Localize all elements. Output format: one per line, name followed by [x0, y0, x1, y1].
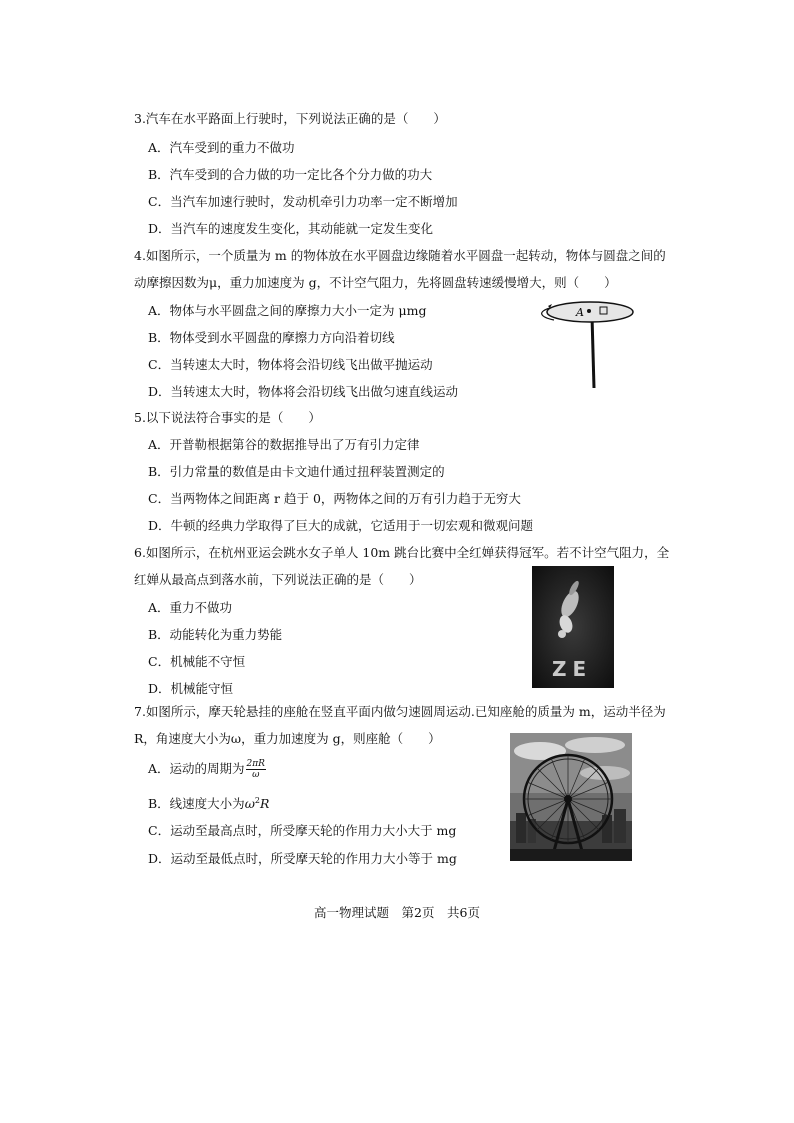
- q7-option-c: C．运动至最高点时，所受摩天轮的作用力大小大于 mg: [148, 823, 457, 838]
- q4-option-c: C．当转速太大时，物体将会沿切线飞出做平抛运动: [148, 357, 433, 372]
- rotating-disc-figure: [540, 296, 640, 392]
- disc-object-label: A: [576, 306, 584, 319]
- fraction-numerator: 2πR: [246, 759, 265, 769]
- omega-symbol: ω: [244, 796, 255, 812]
- q7-option-b-text: B．线速度大小为: [148, 796, 245, 812]
- q6-option-b: B．动能转化为重力势能: [148, 627, 283, 642]
- period-fraction: [246, 759, 266, 780]
- q3-stem: 3.汽车在水平路面上行驶时，下列说法正确的是（ ）: [134, 111, 446, 126]
- q3-option-b: B．汽车受到的合力做的功一定比各个分力做的功大: [148, 167, 433, 182]
- fraction-denominator: ω: [252, 770, 260, 780]
- q6-option-a: A．重力不做功: [148, 600, 233, 615]
- q7-option-b: [148, 793, 269, 812]
- q6-option-d: D．机械能守恒: [148, 681, 234, 696]
- q7-stem-line2: R，角速度大小为ω，重力加速度为 g，则座舱（ ）: [134, 731, 441, 746]
- ferris-wheel-photo: [510, 733, 632, 861]
- q5-option-b: B．引力常量的数值是由卡文迪什通过扭秤装置测定的: [148, 464, 445, 479]
- radius-symbol: R: [259, 796, 270, 812]
- q7-stem-line1: 7.如图所示，摩天轮悬挂的座舱在竖直平面内做匀速圆周运动.已知座舱的质量为 m，运动半径为: [134, 704, 666, 719]
- q4-option-a: A．物体与水平圆盘之间的摩擦力大小一定为 μmg: [148, 303, 427, 318]
- q5-stem: 5.以下说法符合事实的是（ ）: [134, 410, 321, 425]
- q6-stem-line1: 6.如图所示，在杭州亚运会跳水女子单人 10m 跳台比赛中全红婵获得冠军。若不计空气阻力，全: [134, 545, 670, 560]
- q6-option-c: C．机械能不守恒: [148, 654, 246, 669]
- q7-option-d: D．运动至最低点时，所受摩天轮的作用力大小等于 mg: [148, 851, 457, 866]
- page-footer: 高一物理试题 第2页 共6页: [314, 905, 480, 920]
- q5-option-a: A．开普勒根据第谷的数据推导出了万有引力定律: [148, 437, 420, 452]
- q3-option-a: A．汽车受到的重力不做功: [148, 140, 295, 155]
- q7-option-a-text: A．运动的周期为: [148, 761, 245, 776]
- exponent: 2: [254, 796, 260, 805]
- diver-photo: [532, 566, 614, 688]
- q3-option-c: C．当汽车加速行驶时，发动机牵引力功率一定不断增加: [148, 194, 458, 209]
- q3-option-d: D．当汽车的速度发生变化，其动能就一定发生变化: [148, 221, 434, 236]
- q7-option-a: [148, 759, 266, 780]
- q5-option-c: C．当两物体之间距离 r 趋于 0，两物体之间的万有引力趋于无穷大: [148, 491, 521, 506]
- q5-option-d: D．牛顿的经典力学取得了巨大的成就，它适用于一切宏观和微观问题: [148, 518, 534, 533]
- q4-option-b: B．物体受到水平圆盘的摩擦力方向沿着切线: [148, 330, 395, 345]
- q4-option-d: D．当转速太大时，物体将会沿切线飞出做匀速直线运动: [148, 384, 459, 399]
- q4-stem-line1: 4.如图所示，一个质量为 m 的物体放在水平圆盘边缘随着水平圆盘一起转动，物体与圆盘之间的: [134, 248, 666, 263]
- q6-stem-line2: 红婵从最高点到落水前，下列说法正确的是（ ）: [134, 572, 422, 587]
- pool-marking-text: ZE: [552, 657, 593, 681]
- q4-stem-line2: 动摩擦因数为μ，重力加速度为 g，不计空气阻力，先将圆盘转速缓慢增大，则（ ）: [134, 275, 617, 290]
